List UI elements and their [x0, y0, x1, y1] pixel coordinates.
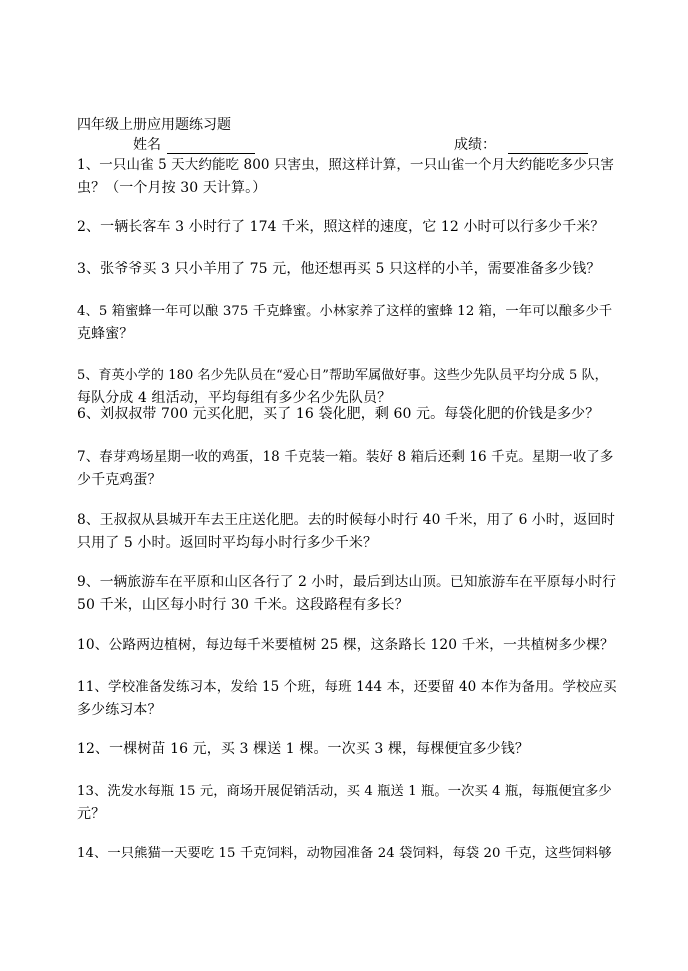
- question-line: 4、5 箱蜜蜂一年可以酿 375 千克蜂蜜。小林家养了这样的蜜蜂 12 箱，一年可以酿多少千: [77, 304, 613, 319]
- question-line: 5、育英小学的 180 名少先队员在“爱心日”帮助军属做好事。这些少先队员平均分成 5 队，: [77, 368, 608, 383]
- question-line: 13、洗发水每瓶 15 元，商场开展促销活动，买 4 瓶送 1 瓶。一次买 4 瓶，每瓶便宜多少: [77, 784, 612, 799]
- question-9: [77, 571, 617, 617]
- question-2: [77, 216, 617, 239]
- worksheet-title: 四年级上册应用题练习题: [77, 117, 231, 133]
- question-line: 克蜂蜜？: [77, 326, 134, 342]
- question-line: 7、春芽鸡场星期一收的鸡蛋，18 千克装一箱。装好 8 箱后还剩 16 千克。星期一收了多: [77, 449, 614, 465]
- question-11: [77, 676, 617, 722]
- question-line: 10、公路两边植树，每边每千米要植树 25 棵，这条路长 120 千米，一共植树多少棵？: [77, 637, 614, 653]
- question-line: 多少练习本？: [77, 702, 162, 718]
- question-line: 3、张爷爷买 3 只小羊用了 75 元，他还想再买 5 只这样的小羊，需要准备多少钱？: [77, 261, 601, 277]
- question-line: 只用了 5 小时。返回时平均每小时行多少千米？: [77, 535, 378, 551]
- question-3: [77, 258, 617, 281]
- question-line: 2、一辆长客车 3 小时行了 174 千米，照这样的速度，它 12 小时可以行多少千米？: [77, 219, 605, 235]
- question-line: 9、一辆旅游车在平原和山区各行了 2 小时，最后到达山顶。已知旅游车在平原每小时行: [77, 574, 617, 590]
- question-10: [77, 634, 617, 657]
- score-label: 成绩：: [454, 137, 496, 153]
- name-label: 姓名: [133, 137, 161, 153]
- question-line: 14、一只熊猫一天要吃 15 千克饲料，动物园准备 24 袋饲料，每袋 20 千克，这些饲料够: [77, 846, 612, 861]
- question-line: 元？: [77, 806, 106, 822]
- student-info-row: [77, 136, 617, 156]
- question-line: 11、学校准备发练习本，发给 15 个班，每班 144 本，还要留 40 本作为备用。学校应买: [77, 679, 617, 695]
- question-7: [77, 446, 617, 492]
- question-line: 12、一棵树苗 16 元，买 3 棵送 1 棵。一次买 3 棵，每棵便宜多少钱？: [77, 741, 529, 757]
- question-12: [77, 738, 617, 761]
- question-line: 8、王叔叔从县城开车去王庄送化肥。去的时候每小时行 40 千米，用了 6 小时，返回时: [77, 512, 616, 528]
- question-14: [77, 842, 617, 865]
- question-line: 虫？（一个月按 30 天计算。）: [77, 180, 267, 196]
- question-1: [77, 154, 617, 200]
- question-8: [77, 509, 617, 555]
- question-line: 6、刘叔叔带 700 元买化肥，买了 16 袋化肥，剩 60 元。每袋化肥的价钱是多少？: [77, 406, 600, 422]
- question-line: 1、一只山雀 5 天大约能吃 800 只害虫，照这样计算，一只山雀一个月大约能吃多少只害: [77, 157, 615, 173]
- question-13: [77, 780, 617, 826]
- question-line: 少千克鸡蛋？: [77, 472, 162, 488]
- question-6: [77, 403, 617, 426]
- question-line: 每队分成 4 组活动，平均每组有多少名少先队员？: [77, 390, 392, 406]
- question-4: [77, 300, 617, 346]
- question-line: 50 千米，山区每小时行 30 千米。这段路程有多长？: [77, 597, 409, 613]
